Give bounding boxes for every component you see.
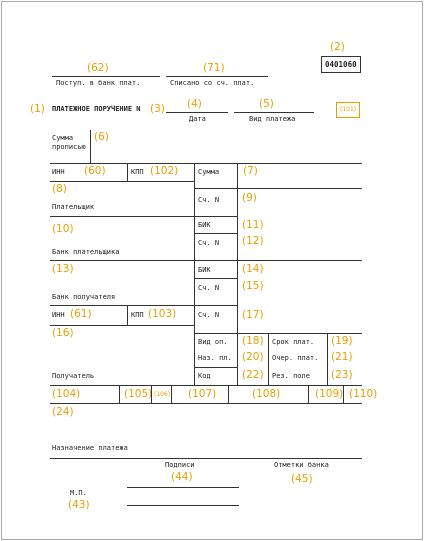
grid-line-458 [50,458,362,459]
grid-line-333 [194,333,362,334]
reserve-label: Рез. поле [272,372,310,380]
inn-kpp-divider [127,163,128,181]
form-title: ПЛАТЕЖНОЕ ПОРУЧЕНИЕ N [52,105,141,113]
main-divider-1 [194,163,195,385]
field-number-3: (3) [150,103,165,115]
field-number-45: (45) [291,473,313,485]
grid-line-163 [50,163,362,164]
field-number-61: (61) [70,308,92,320]
field-number-24: (24) [52,406,74,418]
purpose-code-label: Наз. пл. [198,354,232,362]
payer-bank-account-label: Сч. N [198,239,220,247]
grid-line-216 [50,216,237,217]
field-number-7: (7) [243,165,258,177]
sum-label: Сумма [198,168,220,176]
field-number-13: (13) [52,263,74,275]
field-number-20: (20) [242,351,264,363]
field-number-44: (44) [171,471,193,483]
field-number-9: (9) [242,192,257,204]
grid-line-278 [194,278,237,279]
field-number-17: (17) [242,309,264,321]
purpose-label: Назначение платежа [52,444,128,452]
field-number-6: (6) [94,131,109,143]
received-bank-line [52,76,160,77]
field-number-109: (109) [315,388,344,400]
bank-marks-label: Отметки банка [274,461,329,469]
field-number-108: (108) [252,388,281,400]
sum-words-divider [90,130,91,163]
grid-line-403 [50,403,362,404]
tax-divider-1 [119,385,120,403]
field-number-103: (103) [148,308,177,320]
payee-inn-label: ИНН [52,311,65,319]
field-number-60: (60) [84,165,106,177]
payer-bik-label: БИК [198,221,211,229]
grid-line-181 [50,181,194,182]
tax-divider-4 [228,385,229,403]
payer-bank-label: Банк плательщика [52,248,120,256]
grid-line-233 [194,233,237,234]
payment-type-line [234,112,314,113]
grid-line-367 [194,367,237,368]
payee-label: Получатель [52,372,95,380]
stamp-label: М.П. [70,489,87,497]
field-number-21: (21) [331,351,353,363]
field-number-11: (11) [242,219,264,231]
sum-words-label-2: прописью [52,143,86,151]
field-number-23: (23) [331,369,353,381]
field-number-12: (12) [242,235,264,247]
tax-divider-3 [171,385,172,403]
field-number-10: (10) [52,223,74,235]
signature-line-1 [127,487,239,488]
grid-line-260 [50,260,362,261]
debited-line [166,76,268,77]
payee-bik-label: БИК [198,266,211,274]
tax-divider-6 [343,385,344,403]
field-number-4: (4) [187,98,202,110]
payer-label: Плательщик [52,203,95,211]
grid-line-305 [50,305,237,306]
payer-account-label: Сч. N [198,196,220,204]
field-number-15: (15) [242,280,264,292]
field-number-101: (101) [340,106,357,113]
sum-words-label-1: Сумма [52,134,74,142]
payer-kpp-label: КПП [131,168,144,176]
field-number-104: (104) [52,388,81,400]
field-number-106: (106) [154,391,171,398]
payee-bank-label: Банк получателя [52,293,116,301]
pay-order-label: Очер. плат. [272,354,319,362]
field-number-18: (18) [242,335,264,347]
field-number-2: (2) [330,41,345,53]
tax-divider-5 [308,385,309,403]
field-number-19: (19) [331,335,353,347]
grid-line-385 [50,385,362,386]
pay-term-label: Срок плат. [272,338,315,346]
field-number-22: (22) [242,369,264,381]
field-number-71: (71) [203,62,225,74]
form-code: 0401060 [325,60,357,69]
payee-kpp-label: КПП [131,311,144,319]
field-number-105: (105) [124,388,153,400]
field-number-8: (8) [52,183,67,195]
payee-bank-account-label: Сч. N [198,284,220,292]
field-number-110: (110) [349,388,378,400]
received-bank-label: Поступ. в банк плат. [56,79,141,87]
field-number-1: (1) [30,103,45,115]
grid-line-325 [50,325,194,326]
code-label: Код [198,372,211,380]
field-number-62: (62) [87,62,109,74]
date-label: Дата [189,115,206,123]
field-number-102: (102) [150,165,179,177]
signatures-label: Подписи [165,461,195,469]
main-divider-2 [237,163,238,385]
payer-inn-label: ИНН [52,168,65,176]
field-number-14: (14) [242,263,264,275]
field-number-16: (16) [52,327,74,339]
signature-line-2 [127,505,239,506]
debited-label: Списано со сч. плат. [170,79,255,87]
tax-divider-2 [151,385,152,403]
grid-divider-268 [268,333,269,385]
field-number-107: (107) [188,388,217,400]
date-line [166,112,228,113]
op-type-label: Вид оп. [198,338,228,346]
field-number-43: (43) [68,499,90,511]
payee-account-label: Сч. N [198,311,220,319]
field-number-5: (5) [259,98,274,110]
grid-line-188 [194,188,362,189]
grid-divider-327 [327,333,328,385]
payment-type-label: Вид платежа [249,115,296,123]
payee-inn-kpp-divider [127,305,128,325]
